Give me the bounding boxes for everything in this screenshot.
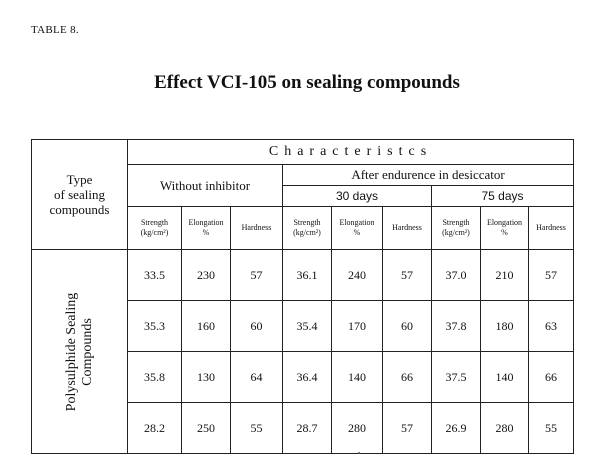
elongation-subheader-text: Elongation xyxy=(339,218,375,227)
days-30-header: 30 days xyxy=(283,186,432,207)
table-cell: 60 xyxy=(231,301,283,352)
table-cell: 35.3 xyxy=(128,301,182,352)
group-label-line2: Compounds xyxy=(79,317,95,386)
strength-subheader-text: Strength xyxy=(442,218,470,227)
table-cell: 63 xyxy=(529,301,574,352)
type-header-line1: Type xyxy=(66,172,93,187)
table-cell: 57 xyxy=(383,250,432,301)
page-mark xyxy=(358,452,360,454)
table-cell: 57 xyxy=(231,250,283,301)
table-cell: 280 xyxy=(481,403,529,454)
group-label xyxy=(64,292,96,411)
table-cell: 37.0 xyxy=(432,250,481,301)
group-label-line1: Polysulphide Sealing xyxy=(63,292,79,411)
strength-subheader-unit: (kg/cm²) xyxy=(140,228,169,237)
type-header xyxy=(32,140,128,250)
without-inhibitor-header: Without inhibitor xyxy=(128,165,283,207)
strength-subheader xyxy=(432,207,481,250)
hardness-subheader xyxy=(383,207,432,250)
table-cell: 26.9 xyxy=(432,403,481,454)
table-cell: 66 xyxy=(529,352,574,403)
table-cell: 210 xyxy=(481,250,529,301)
table-cell: 230 xyxy=(182,250,231,301)
elongation-subheader-text: Elongation xyxy=(486,218,523,227)
table-cell: 130 xyxy=(182,352,231,403)
table-cell: 170 xyxy=(332,301,383,352)
strength-subheader-unit: (kg/cm²) xyxy=(293,228,321,237)
document-title: Effect VCI-105 on sealing compounds xyxy=(154,72,460,93)
table-cell: 140 xyxy=(481,352,529,403)
strength-subheader xyxy=(128,207,182,250)
elongation-subheader-text: Elongation xyxy=(188,218,224,227)
table-cell: 55 xyxy=(231,403,283,454)
table-cell: 64 xyxy=(231,352,283,403)
days-75-header: 75 days xyxy=(432,186,574,207)
characteristics-header: Characteristcs xyxy=(128,140,574,165)
strength-subheader xyxy=(283,207,332,250)
elongation-subheader xyxy=(481,207,529,250)
elongation-subheader-unit: % xyxy=(202,228,210,237)
elongation-subheader-unit: % xyxy=(353,228,361,237)
after-endurance-header: After endurence in desiccator xyxy=(283,165,574,186)
table-cell: 66 xyxy=(383,352,432,403)
hardness-subheader-text: Hardness xyxy=(241,223,272,232)
table-cell: 250 xyxy=(182,403,231,454)
table-cell: 35.4 xyxy=(283,301,332,352)
table-cell: 36.4 xyxy=(283,352,332,403)
table-cell: 280 xyxy=(332,403,383,454)
hardness-subheader-text: Hardness xyxy=(392,223,422,232)
hardness-subheader-text: Hardness xyxy=(536,223,566,232)
table-cell: 240 xyxy=(332,250,383,301)
hardness-subheader xyxy=(231,207,283,250)
table-cell: 57 xyxy=(383,403,432,454)
table-cell: 160 xyxy=(182,301,231,352)
strength-subheader-text: Strength xyxy=(293,218,321,227)
type-header-line3: compounds xyxy=(49,202,110,217)
table-cell: 140 xyxy=(332,352,383,403)
table-label: TABLE 8. xyxy=(31,24,79,36)
table-cell: 57 xyxy=(529,250,574,301)
strength-subheader-unit: (kg/cm²) xyxy=(442,228,470,237)
table-row xyxy=(32,250,574,301)
table-cell: 28.2 xyxy=(128,403,182,454)
table-cell: 55 xyxy=(529,403,574,454)
results-table xyxy=(31,139,574,454)
type-header-line2: of sealing xyxy=(54,187,105,202)
table-cell: 180 xyxy=(481,301,529,352)
table-cell: 37.5 xyxy=(432,352,481,403)
table-cell: 60 xyxy=(383,301,432,352)
table-cell: 35.8 xyxy=(128,352,182,403)
group-label-cell xyxy=(32,250,128,454)
elongation-subheader xyxy=(182,207,231,250)
table-cell: 36.1 xyxy=(283,250,332,301)
hardness-subheader xyxy=(529,207,574,250)
table-cell: 37.8 xyxy=(432,301,481,352)
table-cell: 28.7 xyxy=(283,403,332,454)
elongation-subheader xyxy=(332,207,383,250)
table-cell: 33.5 xyxy=(128,250,182,301)
elongation-subheader-unit: % xyxy=(501,228,508,237)
strength-subheader-text: Strength xyxy=(140,218,169,227)
